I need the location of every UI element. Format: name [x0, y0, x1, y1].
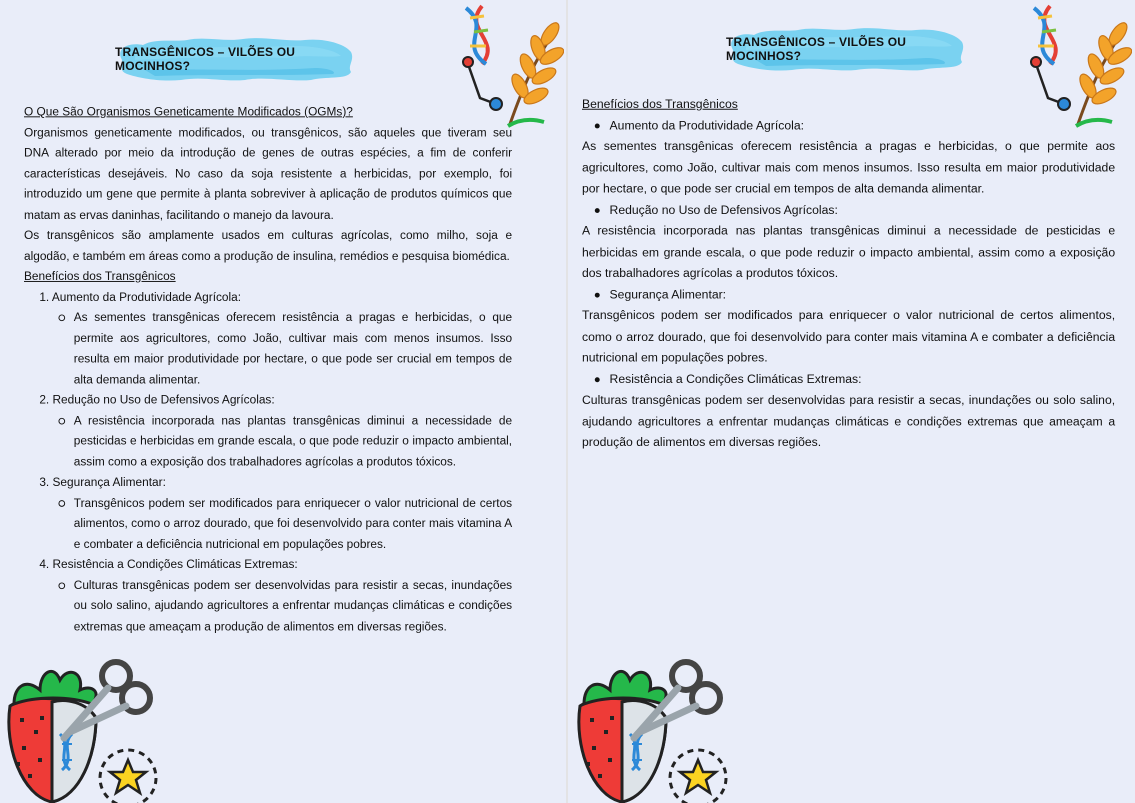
right-page — [568, 0, 1135, 803]
bullet-item-text: As sementes transgênicas oferecem resistência a pragas e herbicidas, o que permite aos agricultores, como João, cultivar mais com menos insumos. Isso resulta em maior produtividade por hectare, o que pode ser crucial em tempos de alta demanda alimentar. — [582, 139, 1116, 196]
numbered-item-label: 1. Aumento da Produtividade Agrícola: — [39, 290, 242, 304]
right-content — [582, 94, 1115, 454]
bullet-item-text: Culturas transgênicas podem ser desenvolvidas para resistir a secas, inundações ou solo salino, ajudando agricultores a enfrentar mudanças climáticas e condições extremas que ameaçam a produção de alimentos em diversas regiões. — [582, 393, 1116, 450]
benefits-heading: Benefícios dos Transgênicos — [582, 96, 738, 111]
left-content — [24, 102, 512, 637]
bullet-item-label: Segurança Alimentar: — [582, 284, 1115, 305]
bullet-item-label: Resistência a Condições Climáticas Extremas: — [582, 369, 1115, 390]
left-page-title: TRANSGÊNICOS – VILÕES OU MOCINHOS? — [115, 45, 296, 73]
paragraph: Os transgênicos são amplamente usados em culturas agrícolas, como milho, soja e algodão, e também em áreas como a produção de insulina, remédios e pesquisa biomédica. — [24, 228, 513, 263]
right-page-title: TRANSGÊNICOS – VILÕES OU MOCINHOS? — [726, 35, 907, 63]
sub-bullet-text: A resistência incorporada nas plantas transgênicas diminui a necessidade de pesticidas e herbicidas em grande escala, o que pode reduzir o impacto ambiental, assim como a exposição dos trabalhadores agrícolas a produtos tóxicos. — [24, 411, 512, 473]
section-heading-ogm: O Que São Organismos Geneticamente Modificados (OGMs)? — [24, 104, 353, 119]
bullet-item-label: Redução no Uso de Defensivos Agrícolas: — [582, 200, 1115, 221]
sub-bullet-text: Culturas transgênicas podem ser desenvolvidas para resistir a secas, inundações ou solo salino, ajudando agricultores a enfrentar mudanças climáticas e condições extremas que ameaçam a produção de alimentos em diversas regiões. — [24, 575, 512, 637]
strawberry-scissors-icon — [570, 646, 730, 803]
numbered-item-label: 3. Segurança Alimentar: — [39, 475, 166, 489]
left-page — [0, 0, 566, 803]
right-title-banner — [726, 26, 966, 72]
paragraph: Organismos geneticamente modificados, ou transgênicos, são aqueles que tiveram seu DNA alterado por meio da introdução de genes de outras espécies, a fim de conferir características desejáveis. No caso da soja resistente a herbicidas, por exemplo, foi introduzido um gene que permite à planta sobreviver à aplicação de produtos químicos que matam as ervas daninhas, facilitando o manejo da lavoura. — [24, 125, 513, 222]
bullet-item-label: Aumento da Produtividade Agrícola: — [582, 115, 1115, 136]
sub-bullet-text: Transgênicos podem ser modificados para enriquecer o valor nutricional de certos alimentos, como o arroz dourado, que foi desenvolvido para conter mais vitamina A e combater a deficiência nutricional em populações pobres. — [24, 493, 512, 555]
benefits-heading: Benefícios dos Transgênicos — [24, 269, 176, 283]
left-title-banner — [115, 36, 355, 82]
numbered-item-label: 2. Redução no Uso de Defensivos Agrícolas: — [39, 392, 275, 407]
strawberry-scissors-icon — [0, 646, 160, 803]
numbered-item-label: 4. Resistência a Condições Climáticas Extremas: — [39, 557, 298, 571]
bullet-item-text: Transgênicos podem ser modificados para enriquecer o valor nutricional de certos alimentos, como o arroz dourado, que foi desenvolvido para conter mais vitamina A e combater a deficiência nutricional em populações pobres. — [582, 308, 1116, 365]
sub-bullet-text: As sementes transgênicas oferecem resistência a pragas e herbicidas, o que permite aos agricultores, como João, cultivar mais com menos insumos. Isso resulta em maior produtividade por hectare, o que pode ser crucial em tempos de alta demanda alimentar. — [24, 308, 512, 390]
bullet-item-text: A resistência incorporada nas plantas transgênicas diminui a necessidade de pesticidas e herbicidas em grande escala, o que pode reduzir o impacto ambiental, assim como a exposição dos trabalhadores agrícolas a produtos tóxicos. — [582, 223, 1116, 280]
